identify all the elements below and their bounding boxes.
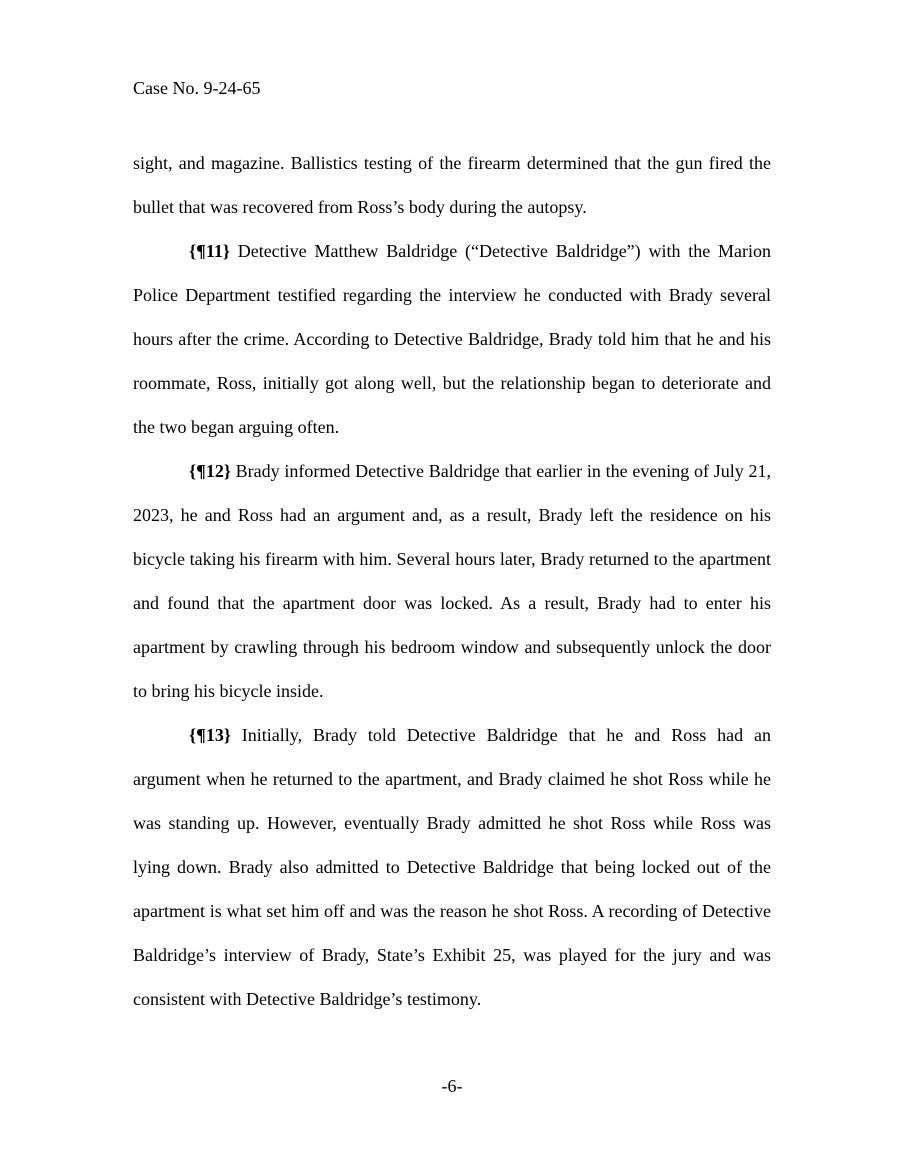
paragraph-text: sight, and magazine. Ballistics testing of the firearm determined that the gun fired the bullet that was recovered from Ross’s body during the autopsy.	[133, 153, 771, 217]
paragraph-11	[133, 229, 771, 449]
paragraph-marker: {¶13}	[189, 725, 231, 745]
paragraph-13	[133, 713, 771, 1021]
case-number-header: Case No. 9-24-65	[133, 78, 261, 98]
paragraph-text: Detective Matthew Baldridge (“Detective Baldridge”) with the Marion Police Department testified regarding the interview he conducted with Brady several hours after the crime. According to Detective Baldridge, Brady told him that he and his roommate, Ross, initially got along well, but the relationship began to deteriorate and the two began arguing often.	[133, 241, 771, 437]
paragraph-marker: {¶12}	[189, 461, 231, 481]
page-number: -6-	[441, 1076, 463, 1096]
opinion-body	[133, 141, 771, 1021]
paragraph-text: Initially, Brady told Detective Baldridge that he and Ross had an argument when he returned to the apartment, and Brady claimed he shot Ross while he was standing up. However, eventually Brady admitted he shot Ross while Ross was lying down. Brady also admitted to Detective Baldridge that being locked out of the apartment is what set him off and was the reason he shot Ross. A recording of Detective Baldridge’s interview of Brady, State’s Exhibit 25, was played for the jury and was consistent with Detective Baldridge’s testimony.	[133, 725, 771, 1009]
paragraph-continuation	[133, 141, 771, 229]
paragraph-12	[133, 449, 771, 713]
paragraph-text: Brady informed Detective Baldridge that earlier in the evening of July 21, 2023, he and Ross had an argument and, as a result, Brady left the residence on his bicycle taking his firearm with him. Several hours later, Brady returned to the apartment and found that the apartment door was locked. As a result, Brady had to enter his apartment by crawling through his bedroom window and subsequently unlock the door to bring his bicycle inside.	[133, 461, 771, 701]
paragraph-marker: {¶11}	[189, 241, 230, 261]
